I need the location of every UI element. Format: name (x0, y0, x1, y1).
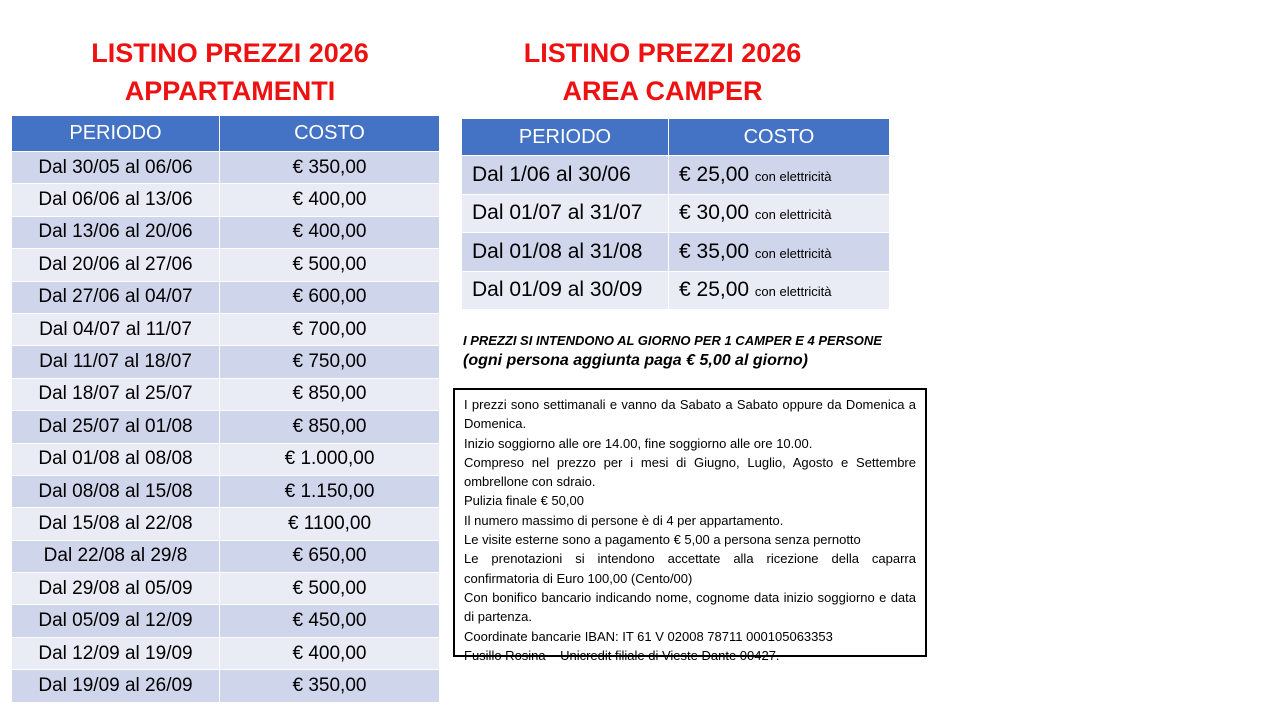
period-cell: Dal 01/09 al 30/09 (462, 271, 669, 310)
period-cell: Dal 18/07 al 25/07 (12, 378, 220, 410)
cost-cell (669, 194, 890, 233)
table-row (12, 281, 440, 313)
info-line: Fusillo Rosina – Unicredit filiale di Vieste Dante 00427. (464, 647, 780, 663)
period-cell: Dal 29/08 al 05/09 (12, 573, 220, 605)
camper-note-line2: (ogni persona aggiunta paga € 5,00 al giorno) (463, 352, 808, 369)
apartments-title-line2: APPARTAMENTI (124, 76, 336, 106)
period-cell: Dal 25/07 al 01/08 (12, 411, 220, 443)
info-line: Compreso nel prezzo per i mesi di Giugno, Luglio, Agosto e Settembre ombrellone con sdraio. (464, 454, 916, 490)
table-row (12, 605, 440, 637)
camper-price-table (461, 118, 890, 310)
camper-title-line2: AREA CAMPER (562, 76, 763, 106)
table-header-row (462, 119, 890, 156)
electricity-note: con elettricità (754, 245, 832, 261)
table-row (462, 156, 890, 195)
cost-cell: € 600,00 (220, 281, 440, 313)
period-cell: Dal 11/07 al 18/07 (12, 346, 220, 378)
period-cell: Dal 01/08 al 31/08 (462, 233, 669, 272)
cost-cell: € 350,00 (220, 670, 440, 702)
period-cell: Dal 13/06 al 20/06 (12, 216, 220, 248)
info-line: Inizio soggiorno alle ore 14.00, fine soggiorno alle ore 10.00. (464, 435, 813, 451)
table-row (12, 637, 440, 669)
table-row (12, 540, 440, 572)
cost-cell: € 400,00 (220, 216, 440, 248)
cost-cell (669, 271, 890, 310)
cost-cell: € 500,00 (220, 573, 440, 605)
column-header-cost: COSTO (220, 116, 440, 152)
table-row (462, 233, 890, 272)
apartments-title-line1: LISTINO PREZZI 2026 (91, 38, 369, 68)
camper-price-note (463, 332, 903, 372)
table-row (12, 508, 440, 540)
period-cell: Dal 19/09 al 26/09 (12, 670, 220, 702)
cost-cell: € 350,00 (220, 152, 440, 184)
cost-cell: € 650,00 (220, 540, 440, 572)
info-line: I prezzi sono settimanali e vanno da Sabato a Sabato oppure da Domenica a Domenica. (464, 397, 916, 432)
period-cell: Dal 22/08 al 29/8 (12, 540, 220, 572)
info-box (453, 388, 927, 663)
camper-title-line1: LISTINO PREZZI 2026 (523, 38, 802, 68)
cost-value: € 30,00 (679, 201, 750, 225)
cost-cell: € 750,00 (220, 346, 440, 378)
table-header-row (12, 116, 440, 152)
apartments-title (20, 34, 440, 110)
period-cell: Dal 01/07 al 31/07 (462, 194, 669, 233)
cost-cell: € 850,00 (220, 411, 440, 443)
cost-value: € 35,00 (679, 239, 750, 263)
period-cell: Dal 05/09 al 12/09 (12, 605, 220, 637)
camper-note-line1: I PREZZI SI INTENDONO AL GIORNO PER 1 CAMPER E 4 PERSONE (463, 333, 882, 348)
cost-cell: € 1.150,00 (220, 475, 440, 507)
cost-cell: € 850,00 (220, 378, 440, 410)
info-line: Le prenotazioni si intendono accettate alla ricezione della caparra confirmatoria di Euro 100,00 (Cento/00) (464, 551, 916, 586)
period-cell: Dal 04/07 al 11/07 (12, 313, 220, 345)
table-row (12, 411, 440, 443)
column-header-period: PERIODO (12, 116, 220, 152)
cost-cell: € 1.000,00 (220, 443, 440, 475)
cost-cell: € 1100,00 (220, 508, 440, 540)
period-cell: Dal 20/06 al 27/06 (12, 249, 220, 281)
table-row (12, 216, 440, 248)
period-cell: Dal 15/08 al 22/08 (12, 508, 220, 540)
table-row (12, 249, 440, 281)
electricity-note: con elettricità (754, 284, 832, 300)
period-cell: Dal 30/05 al 06/06 (12, 152, 220, 184)
info-line: Con bonifico bancario indicando nome, cognome data inizio soggiorno e data di partenza. (464, 589, 916, 625)
table-row (12, 573, 440, 605)
period-cell: Dal 01/08 al 08/08 (12, 443, 220, 475)
apartments-price-table (11, 115, 440, 703)
column-header-cost: COSTO (669, 119, 890, 156)
camper-title (460, 34, 865, 110)
cost-value: € 25,00 (679, 278, 750, 302)
table-row (12, 670, 440, 702)
table-row (462, 194, 890, 233)
period-cell: Dal 27/06 al 04/07 (12, 281, 220, 313)
electricity-note: con elettricità (754, 168, 832, 184)
column-header-period: PERIODO (462, 119, 669, 156)
cost-cell: € 500,00 (220, 249, 440, 281)
table-row (12, 184, 440, 216)
cost-cell (669, 156, 890, 195)
period-cell: Dal 06/06 al 13/06 (12, 184, 220, 216)
info-line: Pulizia finale € 50,00 (464, 493, 584, 509)
table-row (12, 378, 440, 410)
table-row (12, 346, 440, 378)
table-row (462, 271, 890, 310)
info-line: Coordinate bancarie IBAN: IT 61 V 02008 78711 000105063353 (464, 628, 833, 644)
info-line: Il numero massimo di persone è di 4 per appartamento. (464, 512, 784, 528)
table-row (12, 152, 440, 184)
electricity-note: con elettricità (754, 207, 832, 223)
info-line: Le visite esterne sono a pagamento € 5,00 a persona senza pernotto (464, 532, 861, 548)
table-row (12, 475, 440, 507)
cost-cell: € 400,00 (220, 637, 440, 669)
cost-cell: € 450,00 (220, 605, 440, 637)
table-row (12, 313, 440, 345)
cost-cell: € 700,00 (220, 313, 440, 345)
table-row (12, 443, 440, 475)
period-cell: Dal 08/08 al 15/08 (12, 475, 220, 507)
cost-cell (669, 233, 890, 272)
cost-cell: € 400,00 (220, 184, 440, 216)
cost-value: € 25,00 (679, 162, 750, 186)
period-cell: Dal 1/06 al 30/06 (462, 156, 669, 195)
period-cell: Dal 12/09 al 19/09 (12, 637, 220, 669)
